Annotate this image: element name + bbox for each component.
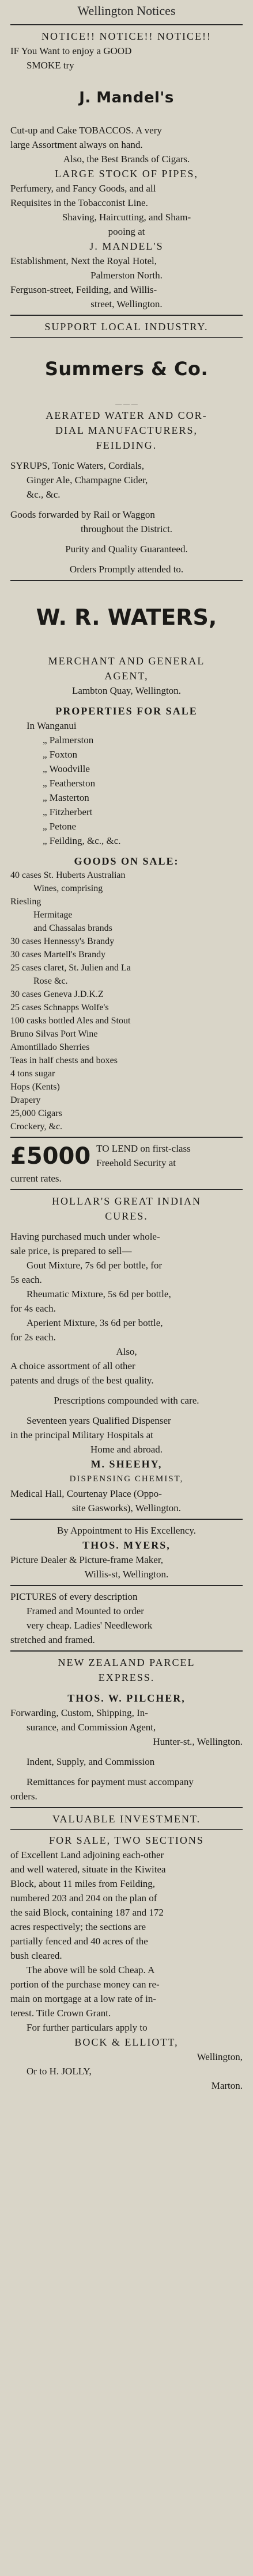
ad-text: Also, the Best Brands of Cigars.	[63, 154, 190, 165]
ad-text: For further particulars apply to	[27, 2022, 148, 2033]
ad-text: the said Block, containing 187 and 172	[10, 1907, 164, 1918]
myers-advertisement	[10, 1523, 243, 1581]
ad-text: stretched and framed.	[10, 1634, 95, 1645]
ad-text: Aperient Mixture, 3s 6d per bottle,	[27, 1317, 163, 1328]
ad-subheading: CURES.	[105, 1210, 148, 1222]
ad-text: Establishment, Next the Royal Hotel,	[10, 255, 157, 266]
ad-text: current rates.	[10, 1173, 62, 1184]
ad-subheading: PROPERTIES FOR SALE	[55, 705, 198, 717]
ad-text: portion of the purchase money can re-	[10, 1979, 160, 1990]
list-item: Hermitage	[33, 910, 73, 920]
list-item: Drapery	[10, 1095, 41, 1105]
divider	[10, 1807, 243, 1808]
ad-text: Indent, Supply, and Commission	[27, 1756, 155, 1767]
ad-text: The above will be sold Cheap. A	[27, 1965, 155, 1975]
ad-text: Framed and Mounted to order	[27, 1606, 144, 1616]
ad-text: Medical Hall, Courtenay Place (Oppo-	[10, 1488, 162, 1499]
ad-text: Freehold Security at	[96, 1157, 176, 1168]
list-item: „ Petone	[43, 821, 77, 832]
ad-subheading: SUPPORT LOCAL INDUSTRY.	[44, 321, 209, 332]
ad-text: Hunter-st., Wellington.	[153, 1736, 243, 1747]
ad-text: In Wanganui	[27, 720, 77, 731]
loan-amount: £5000	[10, 1143, 91, 1169]
ad-text: Picture Dealer & Picture-frame Maker,	[10, 1554, 164, 1565]
ad-text: Gout Mixture, 7s 6d per bottle, for	[27, 1260, 163, 1271]
ad-notice-heading: NOTICE!! NOTICE!! NOTICE!!	[41, 30, 212, 42]
list-item: 25 cases Schnapps Wolfe's	[10, 1003, 109, 1012]
ad-text: TO LEND on first-class	[96, 1143, 191, 1154]
ad-subheading: MERCHANT AND GENERAL	[48, 655, 205, 667]
list-item: 30 cases Martell's Brandy	[10, 950, 106, 960]
ad-subheading: DISPENSING CHEMIST,	[69, 1474, 184, 1484]
ad-text: Lambton Quay, Wellington.	[72, 685, 181, 696]
divider	[10, 1519, 243, 1520]
list-item: Crockery, &c.	[10, 1122, 63, 1132]
summers-advertisement	[10, 319, 243, 576]
list-item: Riesling	[10, 897, 41, 907]
ad-subheading: J. MANDEL'S	[89, 240, 164, 252]
ad-text: Prescriptions compounded with care.	[54, 1395, 199, 1406]
ad-text: Shaving, Haircutting, and Sham-	[62, 212, 191, 223]
ad-subheading: GOODS ON SALE:	[74, 855, 179, 867]
ad-text: bush cleared.	[10, 1950, 62, 1961]
list-item: „ Masterton	[43, 792, 89, 803]
loan-advertisement	[10, 1141, 243, 1171]
ad-text: PICTURES of every description	[10, 1591, 138, 1602]
ad-text: Ferguson-street, Feilding, and Willis-	[10, 284, 157, 295]
ad-text: and well watered, situate in the Kiwitea	[10, 1864, 166, 1875]
ad-subheading: AGENT,	[104, 670, 149, 682]
ad-text: Palmerston North.	[90, 270, 163, 281]
list-item: Amontillado Sherries	[10, 1042, 90, 1052]
ad-text: orders.	[10, 1791, 37, 1802]
list-item: „ Featherston	[43, 778, 96, 789]
ad-text: street, Wellington.	[90, 299, 163, 309]
ad-text: Rheumatic Mixture, 5s 6d per bottle,	[27, 1289, 171, 1300]
ad-business-name: M. SHEEHY,	[90, 1458, 163, 1470]
waters-advertisement	[10, 603, 243, 1133]
ad-business-name: J. Mandel's	[79, 89, 174, 106]
divider	[10, 24, 243, 25]
ad-text: in the principal Military Hospitals at	[10, 1430, 153, 1440]
ad-text: numbered 203 and 204 on the plan of	[10, 1893, 157, 1904]
list-item: „ Feilding, &c., &c.	[43, 835, 121, 846]
ad-text: SYRUPS, Tonic Waters, Cordials,	[10, 460, 144, 471]
ad-subheading: VALUABLE INVESTMENT.	[52, 1813, 201, 1825]
ad-text: Seventeen years Qualified Dispenser	[27, 1415, 171, 1426]
ad-text: patents and drugs of the best quality.	[10, 1375, 154, 1386]
ad-text: Marton.	[211, 2080, 243, 2091]
list-item: „ Fitzherbert	[43, 807, 93, 817]
divider	[10, 1650, 243, 1652]
ad-text: Ginger Ale, Champagne Cider,	[27, 475, 148, 486]
ad-text: of Excellent Land adjoining each-other	[10, 1849, 164, 1860]
ad-text: terest. Title Crown Grant.	[10, 2008, 111, 2019]
list-item: 40 cases St. Huberts Australian	[10, 870, 126, 880]
ad-text: Forwarding, Custom, Shipping, In-	[10, 1707, 148, 1718]
ad-business-name: W. R. WATERS,	[36, 605, 217, 630]
divider	[10, 1137, 243, 1138]
ad-text: surance, and Commission Agent,	[27, 1722, 156, 1733]
goods-list	[10, 869, 243, 1133]
ad-subheading: FOR SALE, TWO SECTIONS	[49, 1834, 204, 1846]
ad-subheading: AERATED WATER AND COR-	[46, 410, 207, 421]
ad-subheading: LARGE STOCK OF PIPES,	[55, 168, 198, 179]
list-item: 4 tons sugar	[10, 1069, 55, 1079]
ad-text: large Assortment always on hand.	[10, 139, 143, 150]
list-item: „ Woodville	[43, 763, 90, 774]
ad-subheading: DIAL MANUFACTURERS,	[55, 425, 198, 436]
ad-subheading: FEILDING.	[96, 439, 157, 451]
ad-text: for 2s each.	[10, 1332, 56, 1343]
ad-text: &c., &c.	[27, 489, 61, 500]
list-item: Teas in half chests and boxes	[10, 1056, 118, 1065]
ad-text: Perfumery, and Fancy Goods, and all	[10, 183, 156, 194]
ad-text: pooing at	[108, 226, 145, 237]
list-item: Bruno Silvas Port Wine	[10, 1029, 98, 1039]
ad-business-name: BOCK & ELLIOTT,	[74, 2036, 179, 2048]
ad-text: Wellington,	[197, 2051, 243, 2062]
ad-text: Willis-st, Wellington.	[84, 1569, 169, 1580]
list-item: Rose &c.	[33, 976, 68, 986]
ad-business-name: THOS. W. PILCHER,	[67, 1692, 186, 1704]
ad-text: Cut-up and Cake TOBACCOS. A very	[10, 125, 162, 136]
ad-text: IF You Want to enjoy a GOOD	[10, 45, 132, 56]
places-list	[10, 733, 243, 848]
ad-text: Also,	[116, 1346, 137, 1357]
ad-text: throughout the District.	[80, 523, 173, 534]
list-item: 30 cases Geneva J.D.K.Z	[10, 989, 104, 999]
list-item: 25 cases claret, St. Julien and La	[10, 963, 131, 973]
ad-subheading: EXPRESS.	[98, 1672, 155, 1683]
divider	[10, 1585, 243, 1586]
ad-text: SMOKE try	[27, 60, 74, 71]
list-item: 30 cases Hennessy's Brandy	[10, 937, 115, 946]
ad-text: very cheap. Ladies' Needlework	[27, 1620, 153, 1631]
ad-business-name: THOS. MYERS,	[82, 1539, 171, 1551]
list-item: „ Foxton	[43, 749, 77, 760]
divider	[10, 580, 243, 581]
divider	[10, 1189, 243, 1190]
ad-text: main on mortgage at a low rate of in-	[10, 1993, 157, 2004]
page-title: Wellington Notices	[77, 3, 176, 18]
ad-business-name: Summers & Co.	[44, 358, 209, 380]
list-item: 100 casks bottled Ales and Stout	[10, 1016, 131, 1026]
ad-text: 5s each.	[10, 1274, 42, 1285]
ad-text: partially fenced and 40 acres of the	[10, 1936, 148, 1947]
ad-text: acres respectively; the sections are	[10, 1921, 146, 1932]
ad-text: Or to H. JOLLY,	[27, 2066, 92, 2077]
investment-advertisement	[10, 1811, 243, 2093]
ad-text: Block, about 11 miles from Feilding,	[10, 1878, 156, 1889]
ad-text: Orders Promptly attended to.	[69, 564, 184, 575]
list-item: Hops (Kents)	[10, 1082, 60, 1092]
ad-subheading: NEW ZEALAND PARCEL	[58, 1657, 195, 1668]
ad-text: A choice assortment of all other	[10, 1360, 135, 1371]
ad-text: sale price, is prepared to sell—	[10, 1245, 132, 1256]
chemist-advertisement	[10, 1194, 243, 1515]
list-item: Wines, comprising	[33, 884, 103, 893]
ad-text: Purity and Quality Guaranteed.	[65, 544, 188, 555]
ad-text: for 4s each.	[10, 1303, 56, 1314]
ad-text: Remittances for payment must accompany	[27, 1776, 194, 1787]
ad-text: Requisites in the Tobacconist Line.	[10, 197, 148, 208]
list-item: and Chassalas brands	[33, 923, 112, 933]
ad-text: Goods forwarded by Rail or Waggon	[10, 509, 155, 520]
divider	[10, 337, 243, 338]
ad-text: — — —	[115, 400, 138, 407]
ad-text: By Appointment to His Excellency.	[56, 1525, 197, 1536]
list-item: 25,000 Cigars	[10, 1109, 62, 1118]
divider	[10, 315, 243, 316]
ad-text: Having purchased much under whole-	[10, 1231, 160, 1242]
pictures-advertisement	[10, 1589, 243, 1647]
ad-text: site Gasworks), Wellington.	[71, 1503, 182, 1514]
mandel-advertisement	[10, 29, 243, 311]
express-advertisement	[10, 1655, 243, 1803]
divider	[10, 1829, 243, 1830]
ad-text: Home and abroad.	[90, 1444, 163, 1455]
list-item: „ Palmerston	[43, 735, 94, 746]
ad-subheading: HOLLAR'S GREAT INDIAN	[52, 1195, 201, 1207]
